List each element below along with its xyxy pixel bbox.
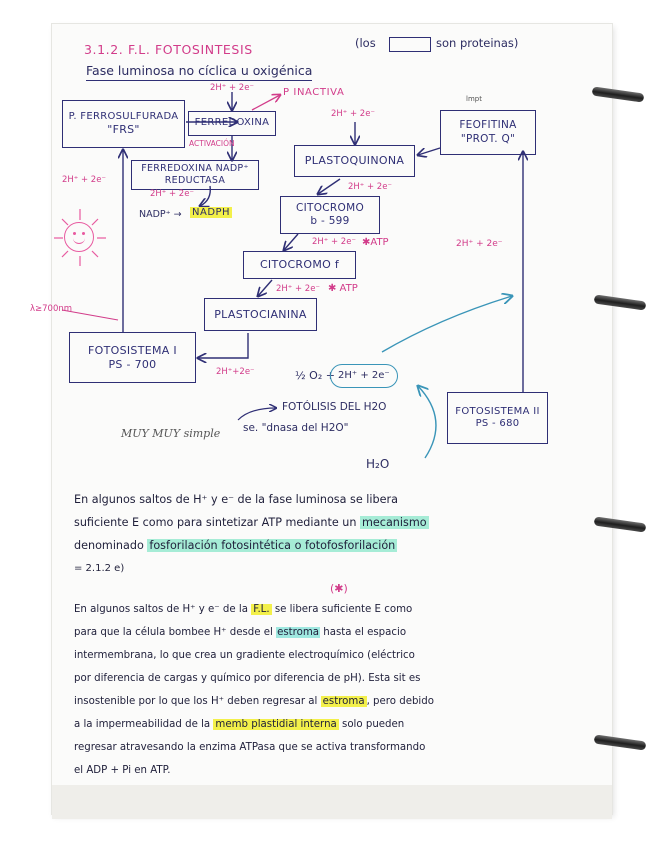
paragraph-1 (74, 488, 574, 580)
box-label: b - 599 (310, 215, 350, 227)
box-citocromo-f (243, 251, 356, 279)
box-label: FERREDOXINA NADP⁺ (141, 163, 249, 175)
box-label: "PROT. Q" (460, 132, 516, 145)
box-label: "FRS" (107, 123, 140, 137)
label-fotolisis-2: se. "dnasa del H2O" (243, 422, 349, 434)
label-lambda: λ≥700nm (30, 304, 73, 314)
paragraph-line (74, 534, 574, 557)
box-plastoquinona (294, 145, 415, 177)
label-2h-plastocianina: 2H⁺ + 2e⁻ (276, 284, 320, 294)
label-p-inactiva: P INACTIVA (283, 87, 345, 98)
highlight-membrana: memb plastidial interna (215, 719, 337, 730)
paragraph-line (74, 598, 574, 621)
text-span: insostenible por lo que los H⁺ deben regresar al (74, 696, 318, 707)
label-2h-right: 2H⁺ + 2e⁻ (456, 239, 503, 249)
box-label: PLASTOQUINONA (304, 154, 405, 168)
box-label: PS - 680 (475, 418, 520, 429)
nadph-highlight: NADPH (192, 207, 231, 218)
text-span: se libera suficiente E como (274, 604, 413, 615)
label-water-products: 2H⁺ + 2e⁻ (330, 364, 398, 388)
footnote-mark: (✱) (330, 582, 348, 595)
box-label: FERREDOXINA (194, 117, 270, 129)
label-2h-left: 2H⁺ + 2e⁻ (62, 175, 106, 185)
box-ferredoxina (188, 111, 276, 136)
box-label: PS - 700 (108, 357, 157, 371)
box-label: FEOFITINA (459, 119, 517, 132)
box-label: PLASTOCIANINA (214, 307, 307, 321)
label-2h-ps1: 2H⁺+2e⁻ (216, 367, 255, 377)
box-label: CITOCROMO f (259, 258, 340, 272)
label-atp-2: ✱ ATP (328, 283, 358, 294)
sun-icon (64, 222, 94, 252)
paragraph-line: = 2.1.2 e) (74, 563, 125, 574)
label-2h-ferredoxina: 2H⁺ + 2e⁻ (150, 189, 194, 199)
label-water: H₂O (366, 457, 390, 471)
label-2h-plastoquinona: 2H⁺ + 2e⁻ (331, 109, 375, 119)
highlight-fosforilacion: fosforilación fotosintética o fotofosforilación (149, 539, 396, 552)
box-fotosistema-2 (447, 392, 548, 444)
paragraph-line: por diferencia de cargas y químico por diferencia de pH). Esta sit es (74, 673, 421, 684)
label-2h-citocromo-b: 2H⁺ + 2e⁻ (348, 182, 392, 192)
text-span: a la impermeabilidad de la (74, 719, 211, 730)
highlight-estroma-2: estroma (322, 696, 365, 707)
label-muy-simple: MUY MUY simple (121, 427, 221, 440)
label-2h-citocromo-f: 2H⁺ + 2e⁻ (312, 237, 356, 247)
paragraph-line: regresar atravesando la enzima ATPasa que se activa transformando (74, 742, 426, 753)
paragraph-line: intermembrana, lo que crea un gradiente electroquímico (eléctrico (74, 650, 415, 661)
text-span: , pero debido (366, 696, 434, 707)
box-citocromo-b (280, 196, 380, 234)
text-span: hasta el espacio (323, 627, 407, 638)
label-2h-top: 2H⁺ + 2e⁻ (210, 83, 254, 93)
box-ferrosulfurada (62, 100, 185, 148)
paragraph-line (74, 690, 574, 713)
paragraph-line: el ADP + Pi en ATP. (74, 765, 171, 776)
header-note-prefix: (los (355, 36, 376, 50)
paragraph-2 (74, 598, 574, 782)
box-label: FOTOSISTEMA II (455, 405, 540, 417)
label-nadp-plus: NADP⁺ → (139, 209, 182, 220)
text-span: En algunos saltos de H⁺ y e⁻ de la (74, 604, 248, 615)
text-span: para que la célula bombee H⁺ desde el (74, 627, 273, 638)
highlight-fl: F.L. (253, 604, 270, 615)
paragraph-line (74, 713, 574, 736)
paragraph-line (74, 511, 574, 534)
label-nadph (190, 208, 232, 218)
header-note-suffix: son proteinas) (436, 36, 519, 50)
highlight-mecanismo: mecanismo (362, 516, 427, 529)
label-atp-1: ✱ATP (362, 237, 389, 248)
highlight-estroma: estroma (277, 627, 320, 638)
text-span: suficiente E como para sintetizar ATP mediante un (74, 516, 357, 529)
text-span: denominado (74, 539, 144, 552)
label-feofitina-small: lmpt (466, 95, 482, 103)
paragraph-line: En algunos saltos de H⁺ y e⁻ de la fase luminosa se libera (74, 493, 398, 506)
label-half-o2: ½ O₂ + (295, 369, 335, 382)
section-subtitle: Fase luminosa no cíclica u oxigénica (86, 65, 312, 81)
box-label: CITOCROMO (295, 201, 365, 214)
page-title: 3.1.2. F.L. FOTOSINTESIS (84, 42, 253, 57)
paragraph-line (74, 621, 574, 644)
label-activacion: ACTIVACIÓN (189, 139, 235, 148)
box-label: REDUCTASA (164, 175, 226, 186)
box-label: P. FERROSULFURADA (68, 110, 179, 122)
box-label: FOTOSISTEMA I (88, 343, 177, 357)
box-fotosistema-1 (69, 332, 196, 383)
box-plastocianina (204, 298, 317, 331)
text-span: solo pueden (342, 719, 405, 730)
box-ferredoxina-nadp-reductasa (131, 160, 259, 190)
box-feofitina (440, 110, 536, 155)
label-fotolisis-1: FOTÓLISIS DEL H2O (282, 401, 387, 413)
